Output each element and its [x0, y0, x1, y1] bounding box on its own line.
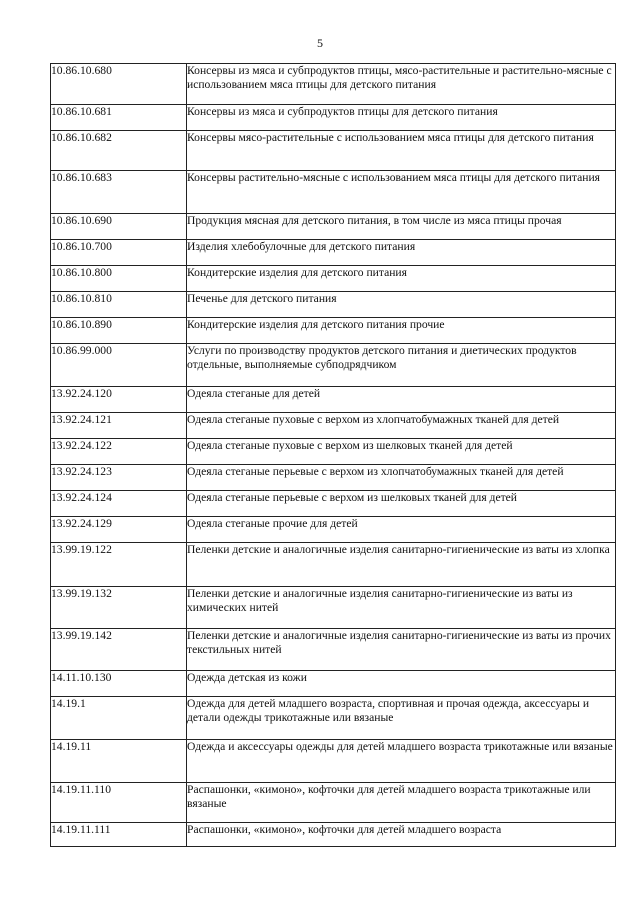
code-cell: 14.19.11.110	[51, 783, 187, 823]
code-cell: 10.86.10.682	[51, 131, 187, 171]
table-row	[51, 171, 616, 214]
table-row	[51, 465, 616, 491]
table-row	[51, 671, 616, 697]
code-cell: 13.99.19.142	[51, 629, 187, 671]
code-cell: 13.92.24.122	[51, 439, 187, 465]
code-cell: 10.86.10.810	[51, 292, 187, 318]
code-cell: 13.92.24.121	[51, 413, 187, 439]
description-cell: Одежда и аксессуары одежды для детей младшего возраста трикотажные или вязаные	[187, 740, 616, 783]
description-cell: Консервы растительно-мясные с использованием мяса птицы для детского питания	[187, 171, 616, 214]
description-cell: Одеяла стеганые пуховые с верхом из шелковых тканей для детей	[187, 439, 616, 465]
table-row	[51, 543, 616, 587]
description-cell: Продукция мясная для детского питания, в том числе из мяса птицы прочая	[187, 214, 616, 240]
description-cell: Одежда детская из кожи	[187, 671, 616, 697]
description-cell: Одеяла стеганые прочие для детей	[187, 517, 616, 543]
code-cell: 10.86.10.700	[51, 240, 187, 266]
code-cell: 10.86.10.890	[51, 318, 187, 344]
description-cell: Распашонки, «кимоно», кофточки для детей младшего возраста трикотажные или вязаные	[187, 783, 616, 823]
code-cell: 14.19.11.111	[51, 823, 187, 847]
table-row	[51, 292, 616, 318]
code-cell: 14.19.1	[51, 697, 187, 740]
code-cell: 10.86.10.683	[51, 171, 187, 214]
description-cell: Одеяла стеганые перьевые с верхом из хлопчатобумажных тканей для детей	[187, 465, 616, 491]
table-row	[51, 105, 616, 131]
description-cell: Пеленки детские и аналогичные изделия санитарно-гигиенические из ваты из хлопка	[187, 543, 616, 587]
description-cell: Пеленки детские и аналогичные изделия санитарно-гигиенические из ваты из химических нитей	[187, 587, 616, 629]
code-cell: 13.92.24.124	[51, 491, 187, 517]
description-cell: Пеленки детские и аналогичные изделия санитарно-гигиенические из ваты из прочих текстильных нитей	[187, 629, 616, 671]
table-row	[51, 629, 616, 671]
description-cell: Кондитерские изделия для детского питания прочие	[187, 318, 616, 344]
table-row	[51, 266, 616, 292]
table-body	[51, 64, 616, 847]
code-cell: 14.19.11	[51, 740, 187, 783]
table-row	[51, 413, 616, 439]
table-row	[51, 491, 616, 517]
code-cell: 13.99.19.132	[51, 587, 187, 629]
description-cell: Услуги по производству продуктов детского питания и диетических продуктов отдельные, выполняемые субподрядчиком	[187, 344, 616, 387]
code-cell: 13.92.24.120	[51, 387, 187, 413]
table-row	[51, 783, 616, 823]
code-cell: 10.86.10.800	[51, 266, 187, 292]
description-cell: Одеяла стеганые для детей	[187, 387, 616, 413]
table-row	[51, 697, 616, 740]
table-row	[51, 214, 616, 240]
page-number: 5	[317, 36, 323, 50]
description-cell: Одежда для детей младшего возраста, спортивная и прочая одежда, аксессуары и детали одежды трикотажные или вязаные	[187, 697, 616, 740]
code-cell: 13.99.19.122	[51, 543, 187, 587]
description-cell: Консервы из мяса и субпродуктов птицы для детского питания	[187, 105, 616, 131]
code-cell: 10.86.10.681	[51, 105, 187, 131]
code-cell: 14.11.10.130	[51, 671, 187, 697]
table-row	[51, 131, 616, 171]
table-row	[51, 439, 616, 465]
classification-table	[50, 63, 616, 847]
table-row	[51, 344, 616, 387]
table-row	[51, 240, 616, 266]
table-row	[51, 517, 616, 543]
description-cell: Консервы из мяса и субпродуктов птицы, мясо-растительные и растительно-мясные с использованием мяса птицы для детского питания	[187, 64, 616, 105]
table-row	[51, 587, 616, 629]
code-cell: 10.86.99.000	[51, 344, 187, 387]
description-cell: Одеяла стеганые пуховые с верхом из хлопчатобумажных тканей для детей	[187, 413, 616, 439]
description-cell: Изделия хлебобулочные для детского питания	[187, 240, 616, 266]
description-cell: Печенье для детского питания	[187, 292, 616, 318]
table-row	[51, 387, 616, 413]
description-cell: Кондитерские изделия для детского питания	[187, 266, 616, 292]
table-row	[51, 823, 616, 847]
code-cell: 13.92.24.123	[51, 465, 187, 491]
code-cell: 10.86.10.680	[51, 64, 187, 105]
description-cell: Одеяла стеганые перьевые с верхом из шелковых тканей для детей	[187, 491, 616, 517]
code-cell: 13.92.24.129	[51, 517, 187, 543]
table-row	[51, 64, 616, 105]
description-cell: Консервы мясо-растительные с использованием мяса птицы для детского питания	[187, 131, 616, 171]
table-row	[51, 740, 616, 783]
description-cell: Распашонки, «кимоно», кофточки для детей младшего возраста	[187, 823, 616, 847]
table-row	[51, 318, 616, 344]
code-cell: 10.86.10.690	[51, 214, 187, 240]
